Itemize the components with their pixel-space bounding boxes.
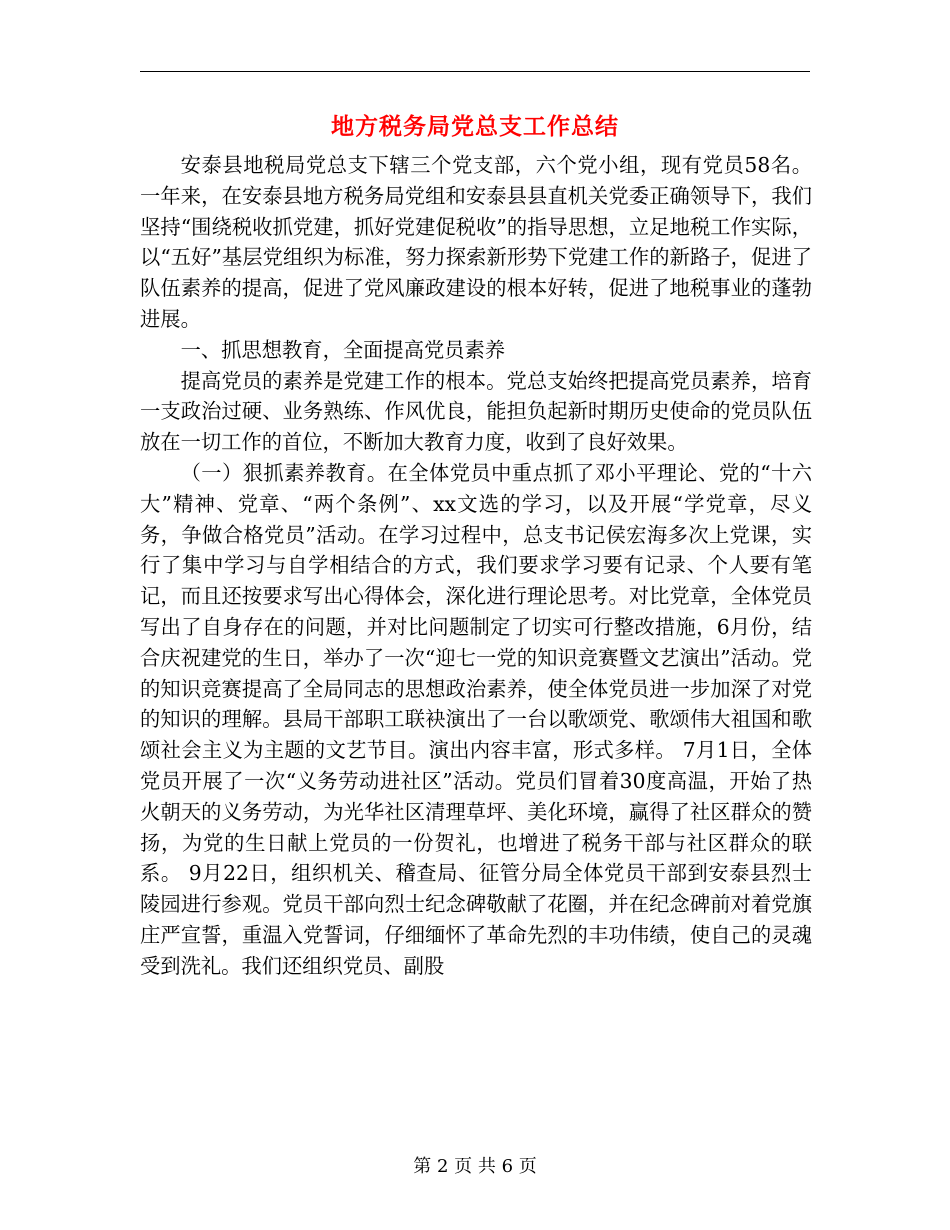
section-heading: 一、抓思想教育，全面提高党员素养 bbox=[180, 337, 506, 362]
page-number: 第 2 页 共 6 页 bbox=[413, 1156, 537, 1177]
document-title: 地方税务局党总支工作总结 bbox=[331, 113, 619, 140]
paragraph-section-intro: 提高党员的素养是党建工作的根本。党总支始终把提高党员素养，培育一支政治过硬、业务熟练、作风优良，能担负起新时期历史使命的党员队伍放在一切工作的首位，不断加大教育力度，收到了良好效果。 bbox=[140, 368, 812, 455]
paragraph-subsection-1: （一）狠抓素养教育。在全体党员中重点抓了邓小平理论、党的“十六大”精神、党章、“两个条例”、xx文选的学习，以及开展“学党章，尽义务，争做合格党员”活动。在学习过程中，总支书记侯宏海多次上党课，实行了集中学习与自学相结合的方式，我们要求学习要有记录、个人要有笔记，而且还按要求写出心得体会，深化进行理论思考。对比党章，全体党员写出了自身存在的问题，并对比问题制定了切实可行整改措施，6月份，结合庆祝建党的生日，举办了一次“迎七一党的知识竞赛暨文艺演出”活动。党的知识竞赛提高了全局同志的思想政治素养，使全体党员进一步加深了对党的知识的理解。县局干部职工联袂演出了一台以歌颂党、歌颂伟大祖国和歌颂社会主义为主题的文艺节目。演出内容丰富，形式多样。 7月1日，全体党员开展了一次“义务劳动进社区”活动。党员们冒着30度高温，开始了热火朝天的义务劳动，为光华社区清理草坪、美化环境，赢得了社区群众的赞扬，为党的生日献上党员的一份贺礼，也增进了税务干部与社区群众的联系。 9月22日，组织机关、稽查局、征管分局全体党员干部到安泰县烈士陵园进行参观。党员干部向烈士纪念碑敬献了花圈，并在纪念碑前对着党旗庄严宣誓，重温入党誓词，仔细缅怀了革命先烈的丰功伟绩，使自己的灵魂受到洗礼。我们还组织党员、副股 bbox=[140, 460, 812, 978]
paragraph-intro: 安泰县地税局党总支下辖三个党支部，六个党小组，现有党员58名。一年来，在安泰县地方税务局党组和安泰县县直机关党委正确领导下，我们坚持“围绕税收抓党建，抓好党建促税收”的指导思想，立足地税工作实际，以“五好”基层党组织为标准，努力探索新形势下党建工作的新路子，促进了队伍素养的提高，促进了党风廉政建设的根本好转，促进了地税事业的蓬勃进展。 bbox=[140, 153, 812, 331]
header-rule bbox=[140, 71, 810, 72]
document-body bbox=[140, 150, 812, 982]
